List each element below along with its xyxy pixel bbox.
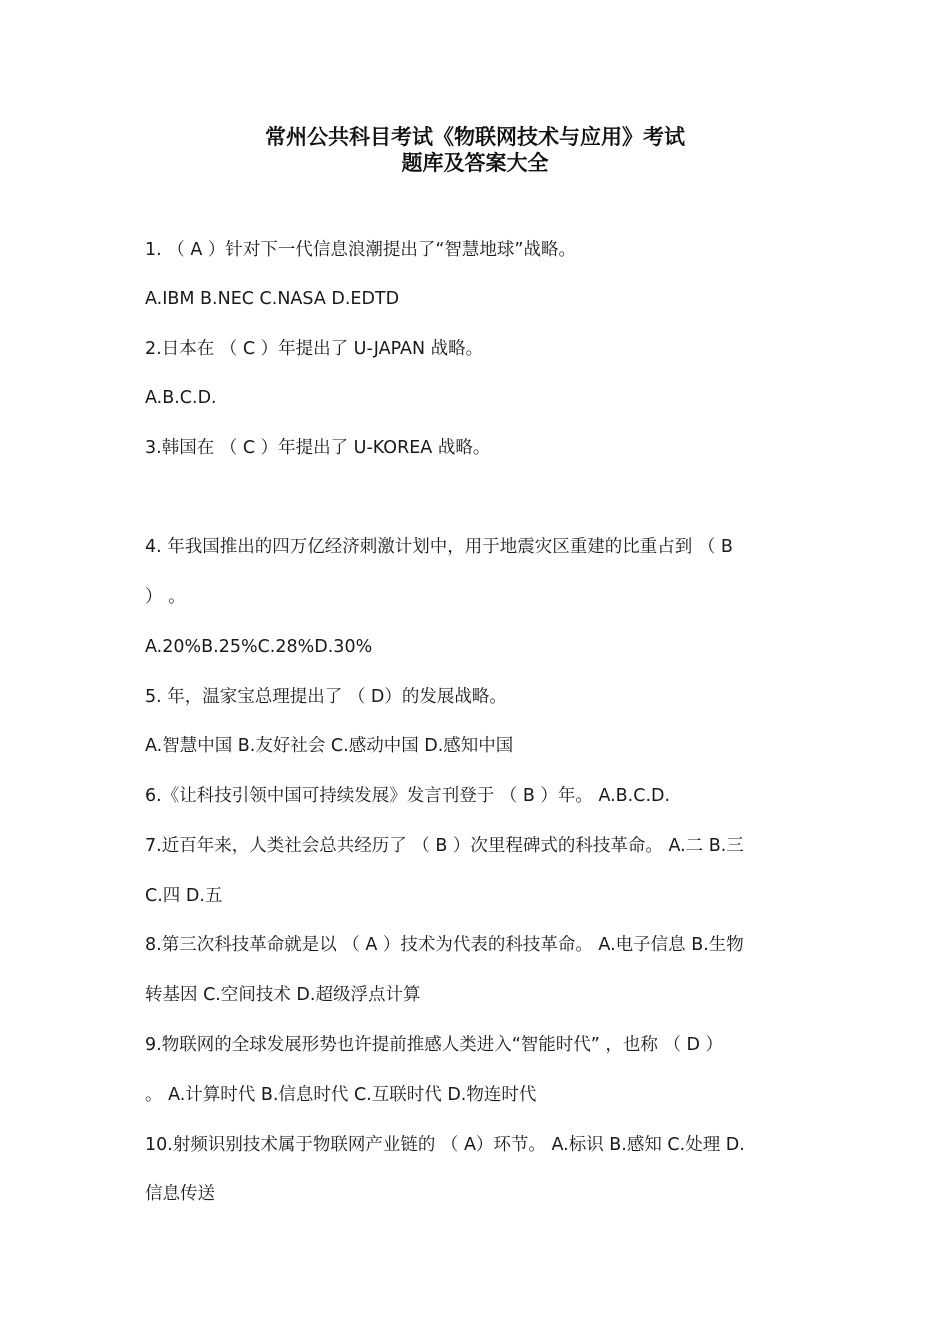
question-4-text-cont: ） 。 — [145, 587, 186, 607]
question-8-text: 8.第三次科技革命就是以 （ A ）技术为代表的科技革命。 A.电子信息 B.生物 — [145, 935, 744, 955]
question-1-text: 1. （ A ）针对下一代信息浪潮提出了“智慧地球”战略。 — [145, 240, 576, 260]
question-5-text: 5. 年，温家宝总理提出了 （ D）的发展战略。 — [145, 687, 507, 707]
question-8-options: 转基因 C.空间技术 D.超级浮点计算 — [145, 985, 421, 1005]
question-4-text: 4. 年我国推出的四万亿经济刺激计划中，用于地震灾区重建的比重占到 （ B — [145, 537, 733, 557]
question-10-text: 10.射频识别技术属于物联网产业链的 （ A）环节。 A.标识 B.感知 C.处理 D. — [145, 1135, 745, 1155]
question-1-options: A.IBM B.NEC C.NASA D.EDTD — [145, 289, 400, 309]
question-7-text: 7.近百年来，人类社会总共经历了 （ B ）次里程碑式的科技革命。 A.二 B.三 — [145, 836, 744, 856]
question-5-options: A.智慧中国 B.友好社会 C.感动中国 D.感知中国 — [145, 736, 514, 756]
question-6-text: 6.《让科技引领中国可持续发展》发言刊登于 （ B ）年。 A.B.C.D. — [145, 786, 671, 806]
question-7-options: C.四 D.五 — [145, 886, 223, 906]
question-2-text: 2.日本在 （ C ）年提出了 U-JAPAN 战略。 — [145, 339, 484, 359]
question-3-text: 3.韩国在 （ C ）年提出了 U-KOREA 战略。 — [145, 438, 491, 458]
question-9-options: 。 A.计算时代 B.信息时代 C.互联时代 D.物连时代 — [145, 1085, 537, 1105]
question-2-options: A.B.C.D. — [145, 388, 217, 408]
question-9-text: 9.物联网的全球发展形势也许提前推感人类进入“智能时代” ，也称 （ D ） — [145, 1035, 724, 1055]
document-title-line-1: 常州公共科目考试《物联网技术与应用》考试 — [265, 125, 685, 149]
question-4-options: A.20%B.25%C.28%D.30% — [145, 637, 373, 657]
question-10-options: 信息传送 — [145, 1184, 215, 1204]
document-title-line-2: 题库及答案大全 — [401, 151, 549, 175]
